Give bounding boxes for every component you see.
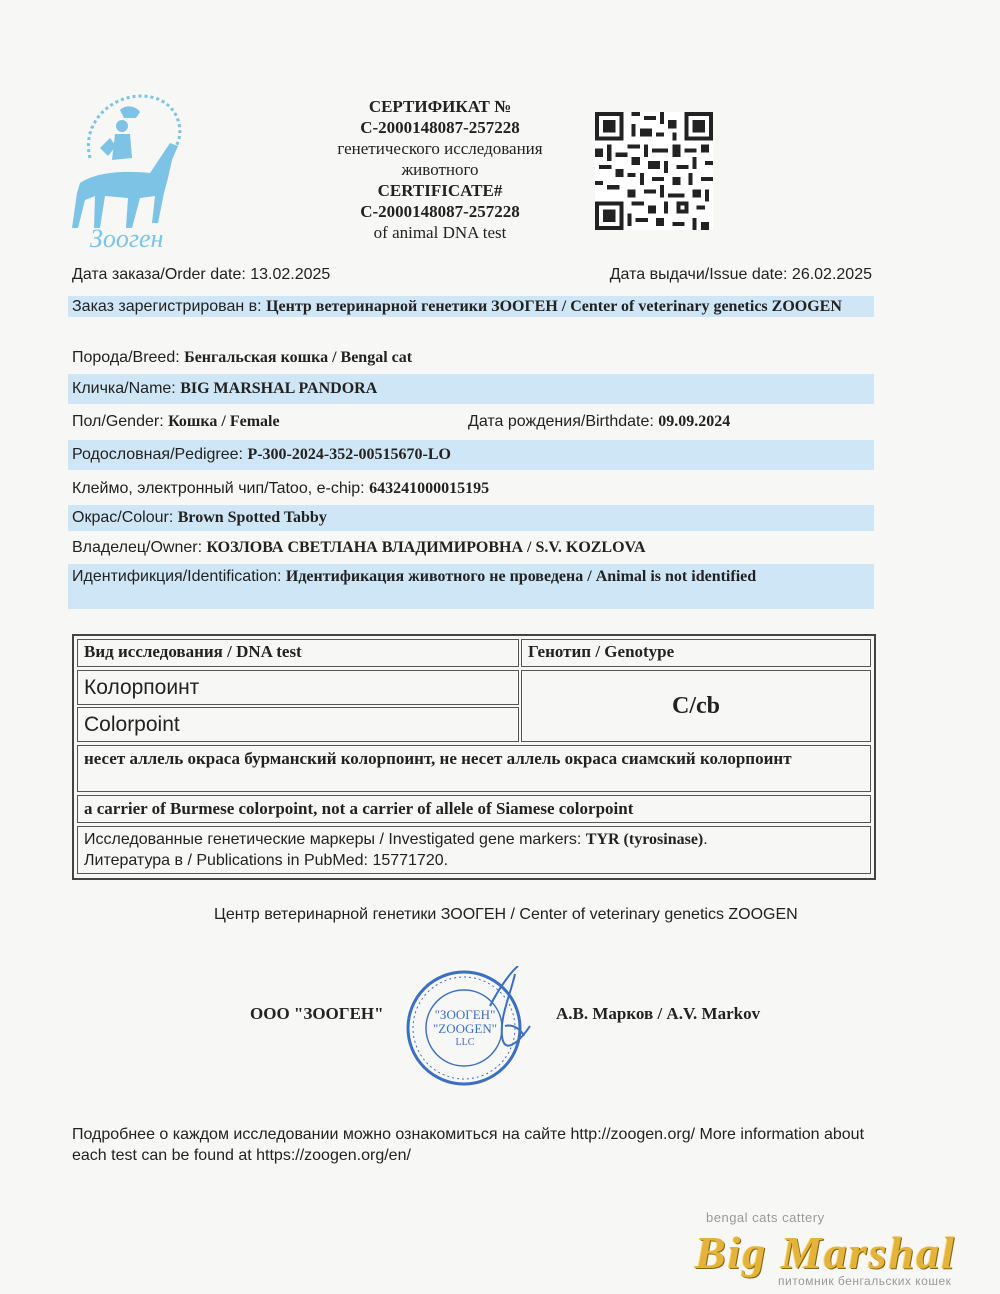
center-name: Центр ветеринарной генетики ЗООГЕН / Center of veterinary genetics ZOOGEN — [214, 906, 798, 923]
zoogen-logo — [60, 88, 200, 258]
identification-label: Идентификция/Identification: — [72, 568, 286, 585]
pedigree-label: Родословная/Pedigree: — [72, 446, 248, 463]
watermark-subtitle: bengal cats cattery — [706, 1210, 825, 1225]
name-value: BIG MARSHAL PANDORA — [180, 380, 378, 397]
breed-value: Бенгальская кошка / Bengal cat — [184, 349, 413, 366]
chip-row — [68, 478, 874, 499]
owner-value: КОЗЛОВА СВЕТЛАНА ВЛАДИМИРОВНА / S.V. KOZLOVA — [206, 539, 646, 556]
gender-value: Кошка / Female — [168, 413, 280, 430]
test-name-en: Colorpoint — [77, 707, 519, 742]
order-date: Дата заказа/Order date: 13.02.2025 — [72, 266, 331, 283]
breed-label: Порода/Breed: — [72, 349, 185, 366]
certificate-number-en: С-2000148087-257228 — [360, 202, 520, 221]
owner-label: Владелец/Owner: — [72, 539, 207, 556]
col-header-test: Вид исследования / DNA test — [77, 639, 519, 667]
pedigree-row — [68, 440, 874, 470]
stamp-text-llc: LLC — [455, 1037, 475, 1048]
birthdate-label: Дата рождения/Birthdate: — [468, 413, 659, 430]
colour-value: Brown Spotted Tabby — [177, 509, 327, 526]
genotype-value: C/cb — [521, 670, 871, 742]
breed-row — [68, 347, 874, 368]
result-en: a carrier of Burmese colorpoint, not a carrier of allele of Siamese colorpoint — [77, 795, 871, 823]
logo-text: Зооген — [90, 224, 164, 253]
colour-row — [68, 505, 874, 531]
identification-value: Идентификация животного не проведена / Animal is not identified — [285, 568, 757, 585]
identification-row — [68, 564, 874, 609]
certificate-title-en: CERTIFICATE# — [377, 181, 503, 200]
markers-line — [84, 829, 864, 850]
markers-prefix: Исследованные генетические маркеры / Investigated gene markers: — [84, 831, 586, 848]
birthdate-group — [468, 411, 730, 432]
watermark-caption: питомник бенгальских кошек — [778, 1274, 952, 1288]
more-info-text: Подробнее о каждом исследовании можно ознакомиться на сайте http://zoogen.org/ More information about each test can be found at https://zoogen.org/en/ — [72, 1126, 865, 1164]
chip-value: 643241000015195 — [369, 480, 490, 497]
colour-label: Окрас/Colour: — [72, 509, 178, 526]
certificate-title-ru: СЕРТИФИКАТ № — [368, 97, 512, 116]
signer-name: А.В. Марков / A.V. Markov — [556, 1004, 761, 1023]
dna-test-table — [72, 634, 876, 880]
test-name-ru: Колорпоинт — [77, 670, 519, 705]
certificate-subtitle-ru-1: генетического исследования — [337, 139, 543, 158]
owner-row — [68, 537, 874, 558]
certificate-subtitle-en: of animal DNA test — [373, 223, 507, 242]
chip-label: Клеймо, электронный чип/Tatoo, e-chip: — [72, 480, 370, 497]
issue-date: Дата выдачи/Issue date: 26.02.2025 — [609, 266, 872, 283]
stamp-text-ru: "ЗООГЕН" — [434, 1007, 496, 1022]
certificate-subtitle-ru-2: животного — [401, 160, 479, 179]
result-ru: несет аллель окраса бурманский колорпоинт, не несет аллель окраса сиамский колорпоинт — [77, 745, 871, 792]
markers-suffix: . — [703, 831, 708, 848]
qr-code — [594, 112, 714, 230]
pedigree-value: P-300-2024-352-00515670-LO — [247, 446, 451, 463]
certificate-number-ru: С-2000148087-257228 — [360, 118, 520, 137]
markers-value: TYR (tyrosinase) — [585, 831, 704, 848]
registered-row — [68, 296, 874, 317]
organization-name: ООО "ЗООГЕН" — [250, 1004, 384, 1023]
registered-label: Заказ зарегистрирован в: — [72, 298, 267, 315]
stamp-text-en: "ZOOGEN" — [432, 1021, 498, 1036]
official-stamp — [400, 966, 542, 1092]
gender-row — [68, 411, 874, 432]
gender-label: Пол/Gender: — [72, 413, 169, 430]
birthdate-value: 09.09.2024 — [658, 413, 731, 430]
publications-line: Литература в / Publications in PubMed: 15771720. — [84, 852, 449, 869]
name-label: Кличка/Name: — [72, 380, 181, 397]
watermark-logo: Big Marshal — [695, 1227, 957, 1278]
certificate-title-block — [300, 96, 580, 243]
markers-cell — [77, 826, 871, 874]
registered-value: Центр ветеринарной генетики ЗООГЕН / Center of veterinary genetics ZOOGEN — [266, 298, 842, 315]
col-header-genotype: Генотип / Genotype — [521, 639, 871, 667]
stamp-text — [430, 1008, 500, 1050]
name-row — [68, 374, 874, 404]
